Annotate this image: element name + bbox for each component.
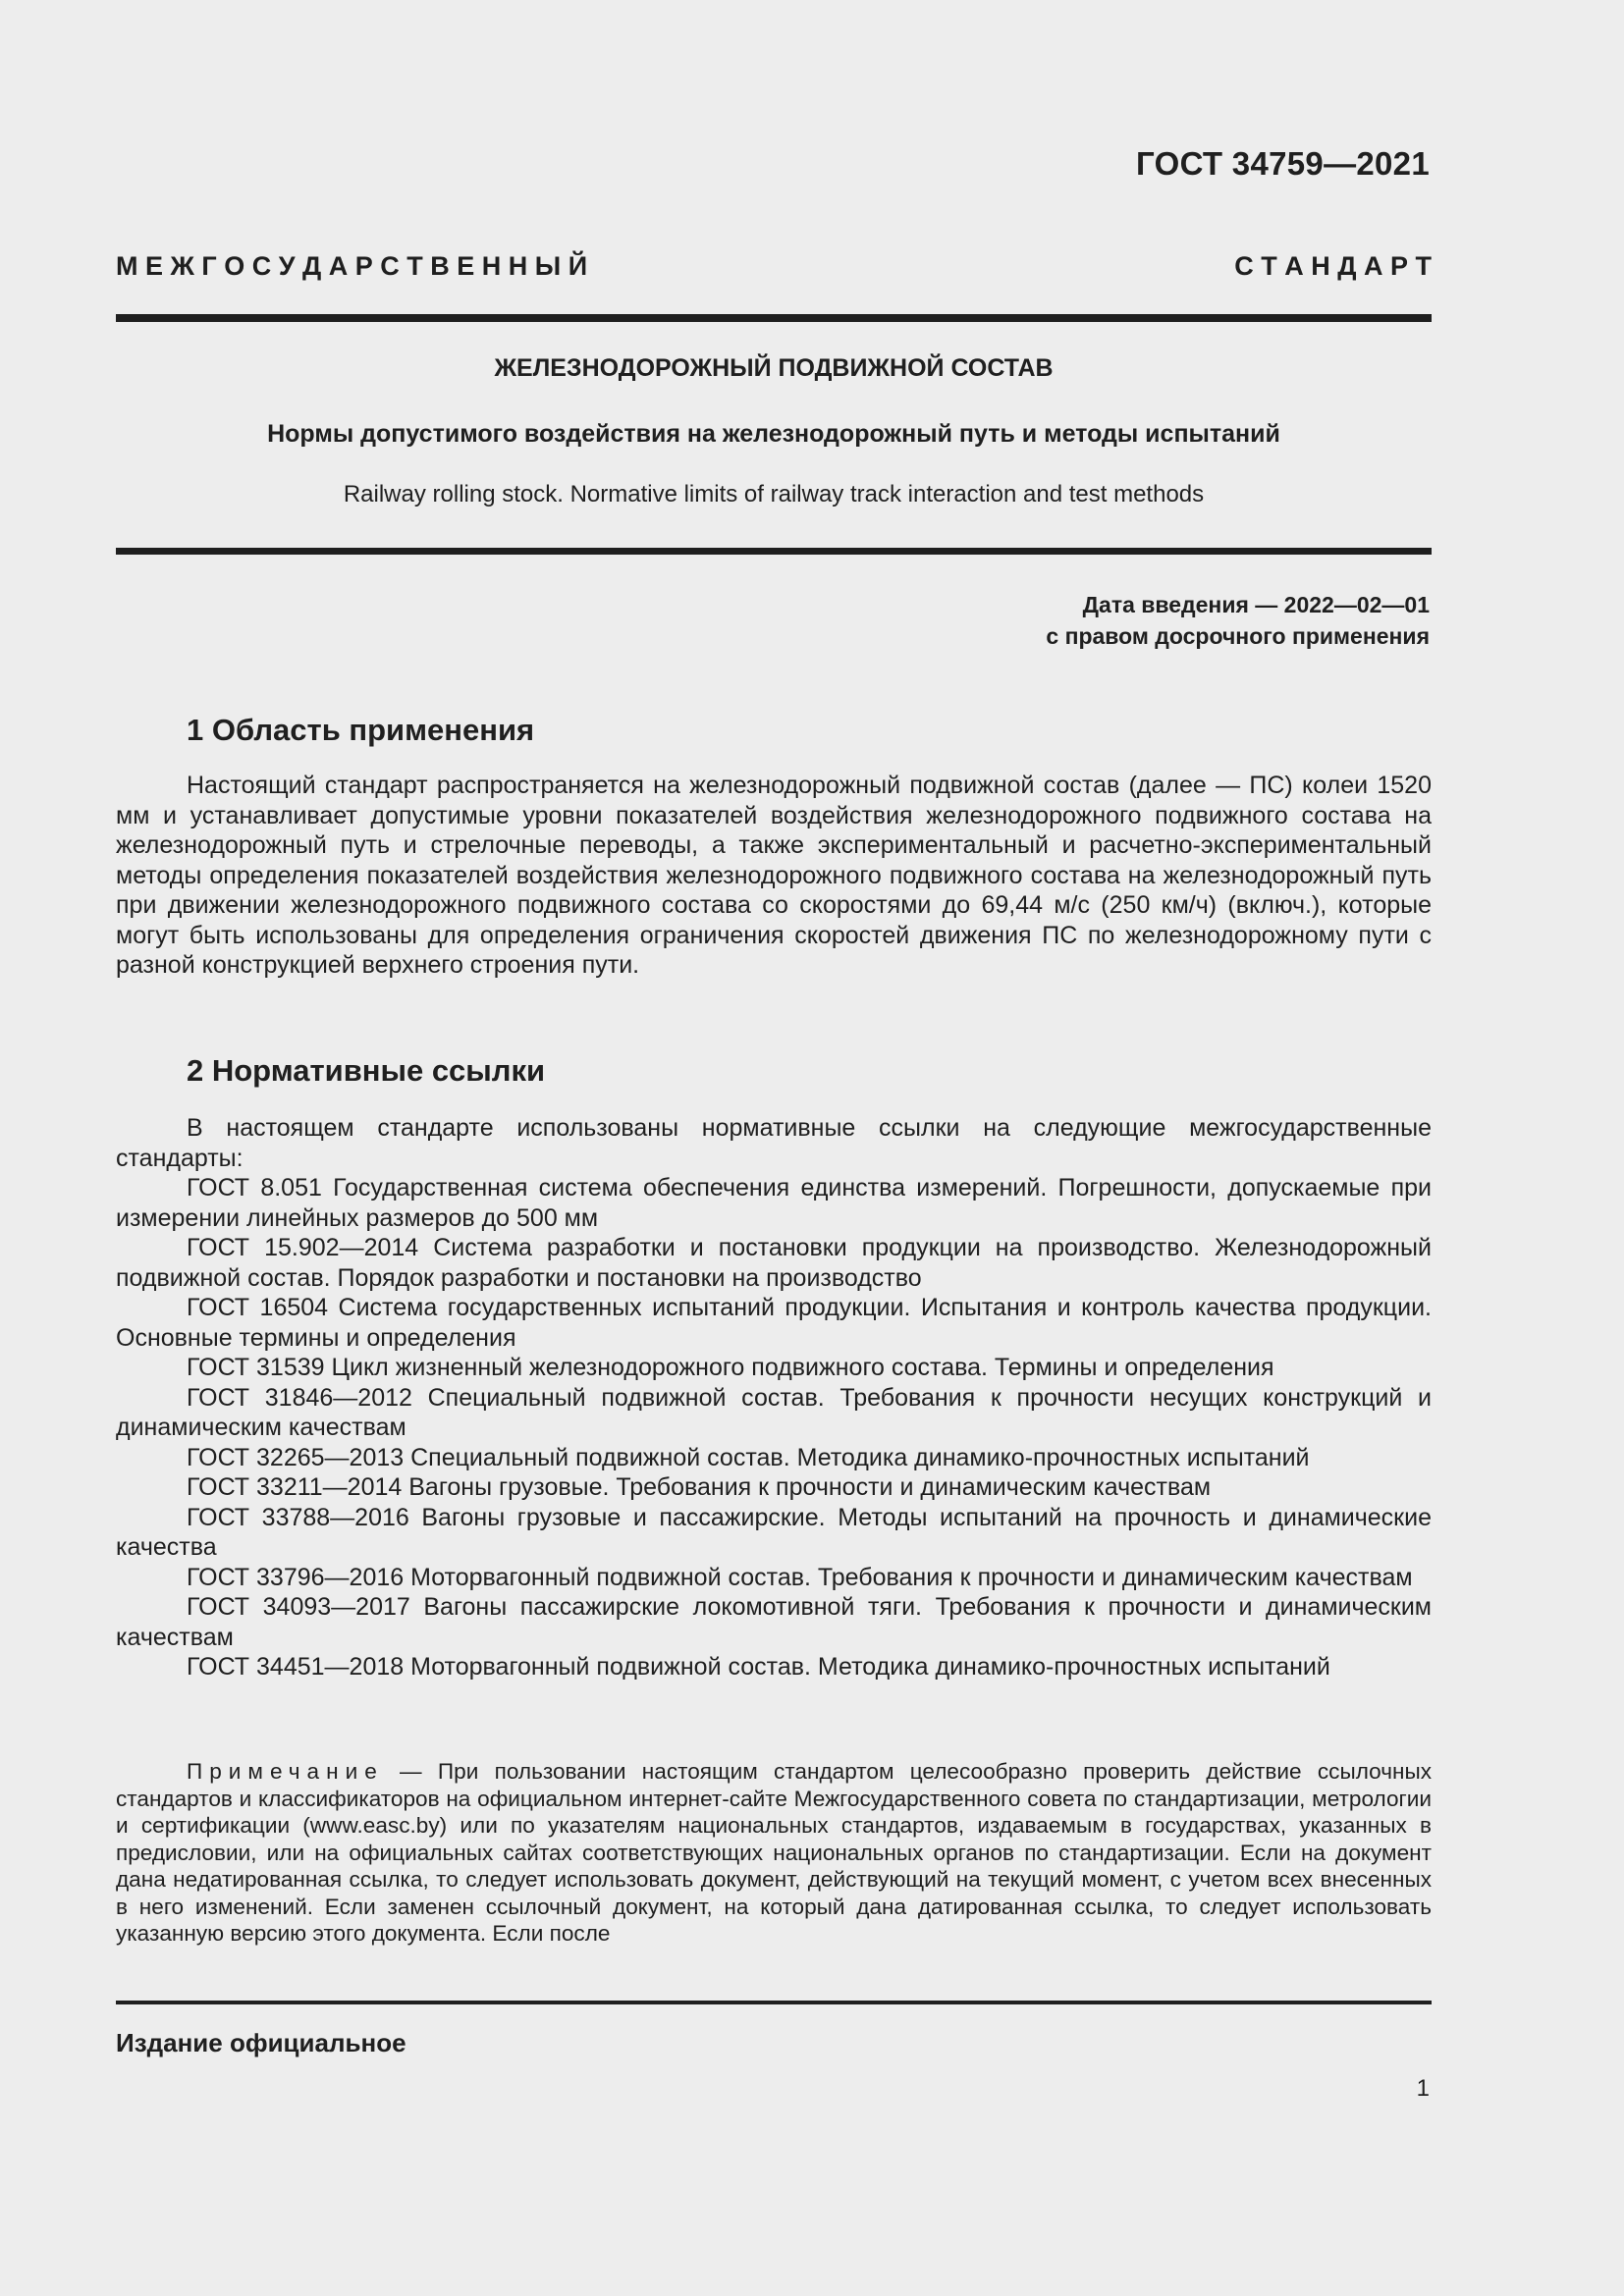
section-heading-references: 2 Нормативные ссылки xyxy=(187,1053,546,1088)
reference-item: ГОСТ 15.902—2014 Система разработки и постановки продукции на производство. Железнодорожный подвижной состав. Порядок разработки и постановки на производство xyxy=(116,1234,1432,1292)
reference-item: ГОСТ 31846—2012 Специальный подвижной состав. Требования к прочности несущих конструкций и динамическим качествам xyxy=(116,1383,1432,1441)
note-paragraph xyxy=(116,1758,1432,1948)
reference-item: ГОСТ 16504 Система государственных испытаний продукции. Испытания и контроль качества продукции. Основные термины и определения xyxy=(116,1294,1432,1352)
banner-right: С Т А Н Д А Р Т xyxy=(1234,251,1432,281)
footer-rule xyxy=(116,2001,1432,2004)
reference-item: ГОСТ 8.051 Государственная система обеспечения единства измерений. Погрешности, допускаемые при измерении линейных размеров до 500 мм xyxy=(116,1174,1432,1232)
reference-item: ГОСТ 33796—2016 Моторвагонный подвижной состав. Требования к прочности и динамическим качествам xyxy=(187,1563,1413,1591)
page-number: 1 xyxy=(1416,2075,1430,2102)
reference-item: ГОСТ 31539 Цикл жизненный железнодорожного подвижного состава. Термины и определения xyxy=(187,1354,1274,1381)
paragraph: Настоящий стандарт распространяется на железнодорожный подвижной состав (далее — ПС) колеи 1520 мм и устанавливает допустимые уровни показателей воздействия железнодорожного подвижного состава на железнодорожный путь и стрелочные переводы, а также экспериментальный и расчетно-экспериментальный методы определения показателей воздействия железнодорожного подвижного состава на железнодорожный путь при движении железнодорожного подвижного состава со скоростями до 69,44 м/с (250 км/ч) (включ.), которые могут быть использованы для определения ограничения скоростей движения ПС по железнодорожному пути с разной конструкцией верхнего строения пути. xyxy=(116,772,1432,979)
early-application: с правом досрочного применения xyxy=(1046,623,1430,649)
section-scope-body xyxy=(116,771,1432,981)
standard-banner xyxy=(116,251,1432,282)
reference-item: ГОСТ 34093—2017 Вагоны пассажирские локомотивной тяги. Требования к прочности и динамическим качествам xyxy=(116,1593,1432,1651)
note-text: — При пользовании настоящим стандартом целесообразно проверить действие ссылочных стандартов и классификаторов на официальном интернет-сайте Межгосударственного совета по стандартизации, метрологии и сертификации (www.easc.by) или по указателям национальных стандартов, издаваемым в государствах, указанных в предисловии, или на официальных сайтах соответствующих национальных органов по стандартизации. Если на документ дана недатированная ссылка, то следует использовать документ, действующий на текущий момент, с учетом всех внесенных в него изменений. Если заменен ссылочный документ, на который дана датированная ссылка, то следует использовать указанную версию этого документа. Если после xyxy=(116,1759,1432,1946)
official-edition: Издание официальное xyxy=(116,2028,406,2057)
note-label: Примечание xyxy=(187,1759,384,1784)
reference-item: ГОСТ 32265—2013 Специальный подвижной состав. Методика динамико-прочностных испытаний xyxy=(187,1443,1310,1471)
reference-item: ГОСТ 34451—2018 Моторвагонный подвижной состав. Методика динамико-прочностных испытаний xyxy=(187,1653,1330,1681)
title-rule xyxy=(116,548,1432,555)
paragraph: В настоящем стандарте использованы нормативные ссылки на следующие межгосударственные стандарты: xyxy=(116,1114,1432,1172)
introduction-date-block xyxy=(1046,589,1430,652)
note-block xyxy=(116,1758,1432,1948)
section-heading-scope: 1 Область применения xyxy=(187,713,535,747)
document-subtitle: Нормы допустимого воздействия на железнодорожный путь и методы испытаний xyxy=(267,420,1280,448)
section-references-body xyxy=(116,1113,1432,1682)
top-rule xyxy=(116,314,1432,322)
reference-item: ГОСТ 33211—2014 Вагоны грузовые. Требования к прочности и динамическим качествам xyxy=(187,1473,1212,1501)
introduction-date: Дата введения — 2022—02—01 xyxy=(1082,592,1430,617)
standard-number: ГОСТ 34759—2021 xyxy=(1136,145,1430,182)
document-title: ЖЕЛЕЗНОДОРОЖНЫЙ ПОДВИЖНОЙ СОСТАВ xyxy=(494,354,1054,382)
reference-item: ГОСТ 33788—2016 Вагоны грузовые и пассажирские. Методы испытаний на прочность и динамические качества xyxy=(116,1503,1432,1561)
english-title: Railway rolling stock. Normative limits of railway track interaction and test methods xyxy=(343,481,1205,507)
banner-left: М Е Ж Г О С У Д А Р С Т В Е Н Н Ы Й xyxy=(116,251,588,281)
